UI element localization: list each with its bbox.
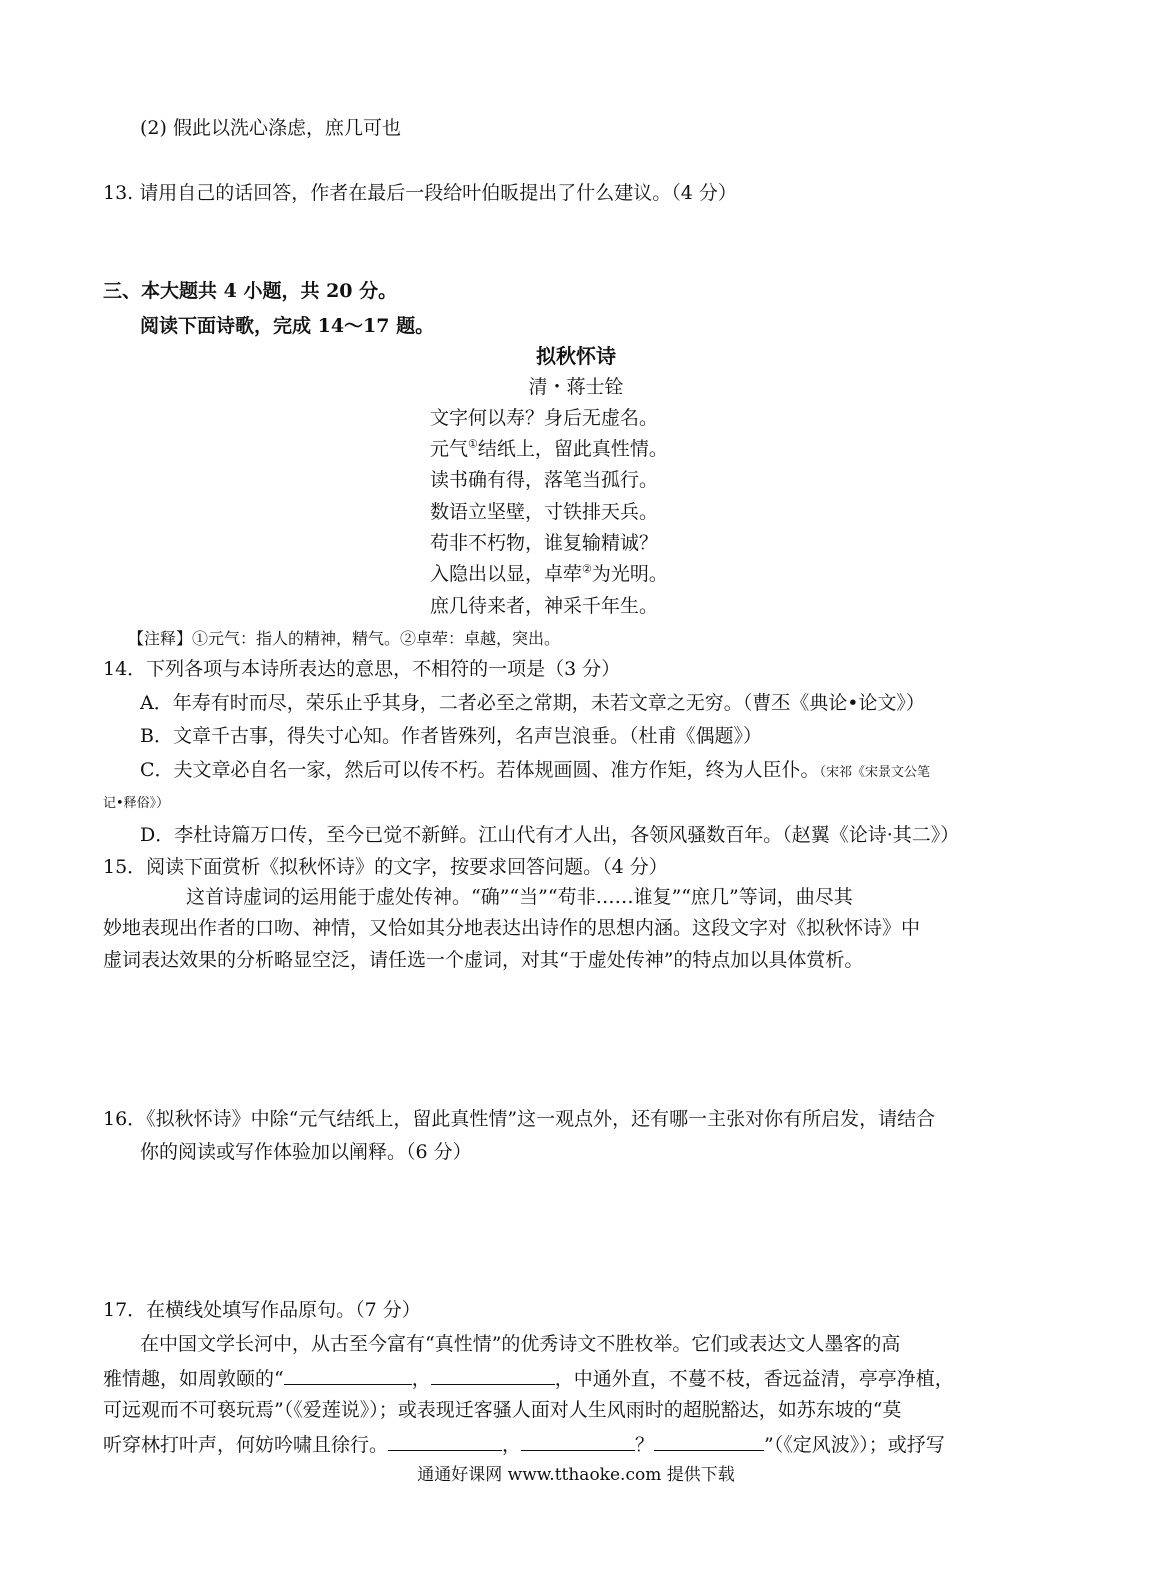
question-14-option-c-source: 记•释俗》）: [103, 796, 170, 811]
note-mark-1: ①: [468, 437, 478, 451]
question-14-option-b: B．文章千古事，得失寸心知。作者皆殊列，名声岂浪垂。（杜甫《偶题》）: [140, 725, 762, 747]
question-15-text-1: 这首诗虚词的运用能于虚处传神。“确”“当”“苟非……谁复”“庶几”等词，曲尽其: [186, 886, 853, 908]
answer-blank-2[interactable]: [431, 1364, 555, 1385]
question-13: 13. 请用自己的话回答，作者在最后一段给叶伯昄提出了什么建议。（4 分）: [103, 182, 737, 204]
q12-item-2: (2) 假此以洗心涤虑，庶几可也: [140, 117, 401, 139]
question-15-text-2: 妙地表现出作者的口吻、神情，又恰如其分地表达出诗作的思想内涵。这段文字对《拟秋怀诗》中: [103, 917, 921, 939]
question-14-stem: 14．下列各项与本诗所表达的意思，不相符的一项是（3 分）: [103, 658, 621, 680]
question-17-line-2: 雅情趣，如周敦颐的“ ， ，中通外直，不蔓不枝，香远益清，亭亭净植，: [103, 1364, 954, 1392]
poem-line-4: 数语立坚壁，寸铁排天兵。: [430, 501, 659, 523]
answer-blank-1[interactable]: [284, 1364, 412, 1385]
question-17-line-4: 听穿林打叶声，何妨吟啸且徐行。 ， ？ ”（《定风波》）；或抒写: [103, 1430, 945, 1458]
poem-line-6: 入隐出以显，卓荦②为光明。: [430, 562, 668, 585]
question-16-line-2: 你的阅读或写作体验加以阐释。（6 分）: [140, 1141, 472, 1163]
page-footer: 通通好课网 www.tthaoke.com 提供下载: [417, 1465, 735, 1485]
question-14-option-c: C．夫文章必自名一家，然后可以传不朽。若体规画圆、准方作矩，终为人臣仆。（宋祁《宋景文公笔: [140, 759, 931, 781]
question-14-option-a: A．年寿有时而尽，荣乐止乎其身，二者必至之常期，未若文章之无穷。（曹丕《典论•论文》）: [140, 692, 925, 714]
question-16-line-1: 16．《拟秋怀诗》中除“元气结纸上，留此真性情”这一观点外，还有哪一主张对你有所启发，请结合: [103, 1108, 936, 1130]
answer-blank-5[interactable]: [654, 1430, 764, 1451]
section-3-instruction: 阅读下面诗歌，完成 14～17 题。: [140, 315, 435, 337]
question-17-line-1: 在中国文学长河中，从古至今富有“真性情”的优秀诗文不胜枚举。它们或表达文人墨客的高: [140, 1333, 901, 1355]
section-3-heading: 三、本大题共 4 小题，共 20 分。: [103, 280, 398, 302]
note-mark-2: ②: [582, 562, 592, 576]
answer-blank-4[interactable]: [521, 1430, 635, 1451]
poem-line-1: 文字何以寿？身后无虚名。: [430, 407, 659, 429]
poem-line-3: 读书确有得，落笔当孤行。: [430, 469, 659, 491]
question-15-text-3: 虚词表达效果的分析略显空泛，请任选一个虚词，对其“于虚处传神”的特点加以具体赏析。: [103, 949, 864, 971]
poem-line-5: 苟非不朽物，谁复输精诚？: [430, 532, 659, 554]
question-14-option-d: D．李杜诗篇万口传，至今已觉不新鲜。江山代有才人出，各领风骚数百年。（赵翼《论诗·其二》）: [140, 824, 960, 846]
question-17-stem: 17．在横线处填写作品原句。（7 分）: [103, 1299, 421, 1321]
answer-blank-3[interactable]: [388, 1430, 502, 1451]
poem-author: 清・蒋士铨: [528, 376, 624, 398]
poem-line-7: 庶几待来者，神采千年生。: [430, 595, 659, 617]
poem-line-2: 元气①结纸上，留此真性情。: [430, 437, 668, 460]
poem-title: 拟秋怀诗: [536, 344, 616, 368]
poem-annotation: 【注释】①元气：指人的精神，精气。②卓荦：卓越，突出。: [128, 629, 561, 648]
question-17-line-3: 可远观而不可亵玩焉”（《爱莲说》）；或表现迁客骚人面对人生风雨时的超脱豁达，如苏东坡的“莫: [103, 1399, 902, 1421]
question-15-stem: 15．阅读下面赏析《拟秋怀诗》的文字，按要求回答问题。（4 分）: [103, 856, 668, 878]
